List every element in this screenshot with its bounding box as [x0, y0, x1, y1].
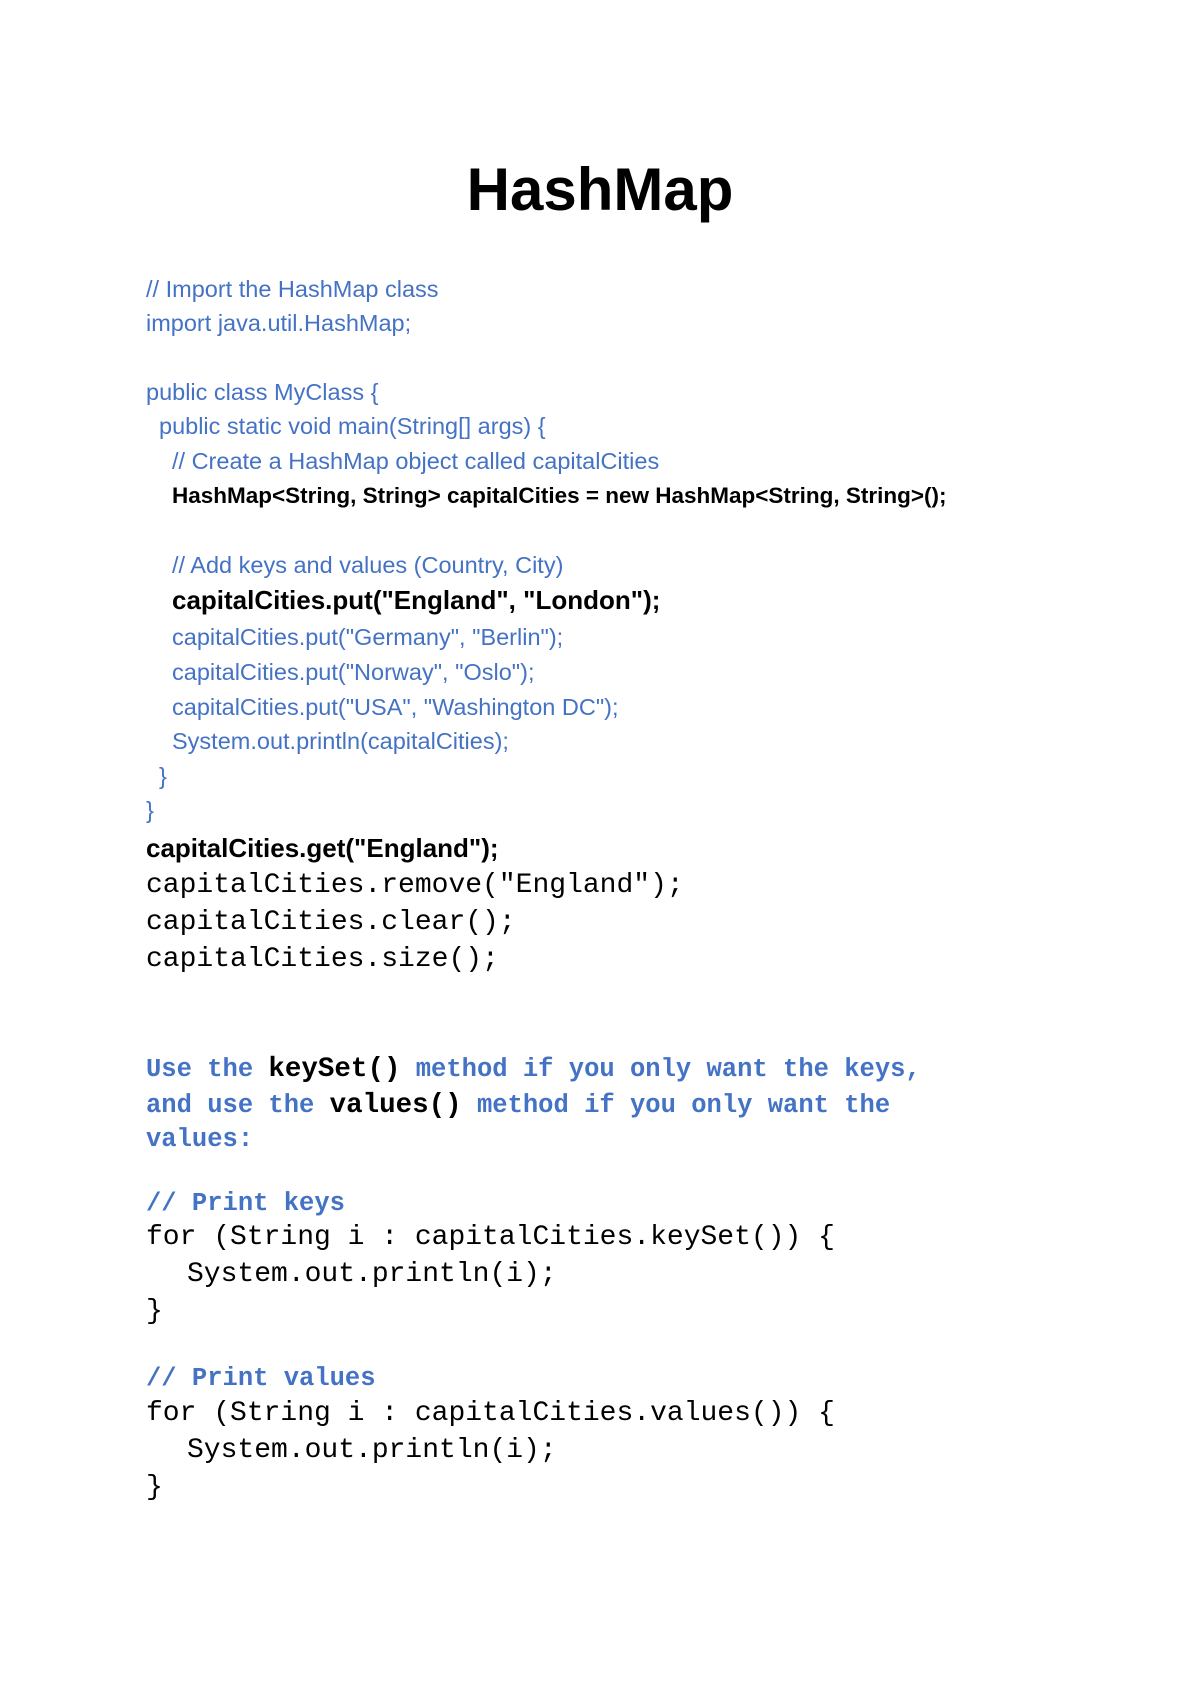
note-line-2 [146, 1089, 890, 1123]
code-println: System.out.println(capitalCities); [172, 728, 509, 754]
method-get-line: capitalCities.get("England"); [146, 833, 499, 863]
note-text: and use the [146, 1091, 330, 1120]
page-title: HashMap [466, 156, 734, 223]
comment-print-keys: // Print keys [146, 1189, 345, 1218]
note-keyword-keyset: keySet() [268, 1054, 401, 1085]
for-loop-values: for (String i : capitalCities.values()) { [146, 1398, 835, 1429]
comment-print-values: // Print values [146, 1364, 376, 1393]
close-brace-values: } [146, 1472, 163, 1503]
note-line-3: values: [146, 1125, 254, 1154]
code-put-norway: capitalCities.put("Norway", "Oslo"); [172, 659, 535, 685]
for-loop-keys: for (String i : capitalCities.keySet()) { [146, 1222, 835, 1253]
note-text: method if you only want the [461, 1091, 891, 1120]
println-keys: System.out.println(i); [187, 1259, 557, 1290]
code-comment-import: // Import the HashMap class [146, 276, 439, 302]
method-size-line: capitalCities.size(); [146, 944, 499, 975]
note-text: method if you only want the keys, [400, 1055, 921, 1084]
method-clear-line: capitalCities.clear(); [146, 907, 516, 938]
close-brace-keys: } [146, 1296, 163, 1327]
note-line-1 [146, 1053, 921, 1087]
code-close-class: } [146, 797, 154, 823]
code-class-declaration: public class MyClass { [146, 379, 379, 405]
note-keyword-values: values() [329, 1090, 462, 1121]
code-main-method: public static void main(String[] args) { [159, 413, 546, 439]
code-put-england: capitalCities.put("England", "London"); [172, 585, 661, 615]
code-put-germany: capitalCities.put("Germany", "Berlin"); [172, 624, 564, 650]
code-comment-add: // Add keys and values (Country, City) [172, 552, 564, 578]
method-remove-line: capitalCities.remove("England"); [146, 870, 684, 901]
code-close-method: } [159, 763, 167, 789]
code-import-line: import java.util.HashMap; [146, 310, 412, 336]
note-text: Use the [146, 1055, 269, 1084]
code-comment-create: // Create a HashMap object called capitalCities [172, 448, 660, 474]
println-values: System.out.println(i); [187, 1435, 557, 1466]
code-hashmap-declaration: HashMap<String, String> capitalCities = new HashMap<String, String>(); [172, 483, 947, 508]
code-put-usa: capitalCities.put("USA", "Washington DC"); [172, 694, 619, 720]
